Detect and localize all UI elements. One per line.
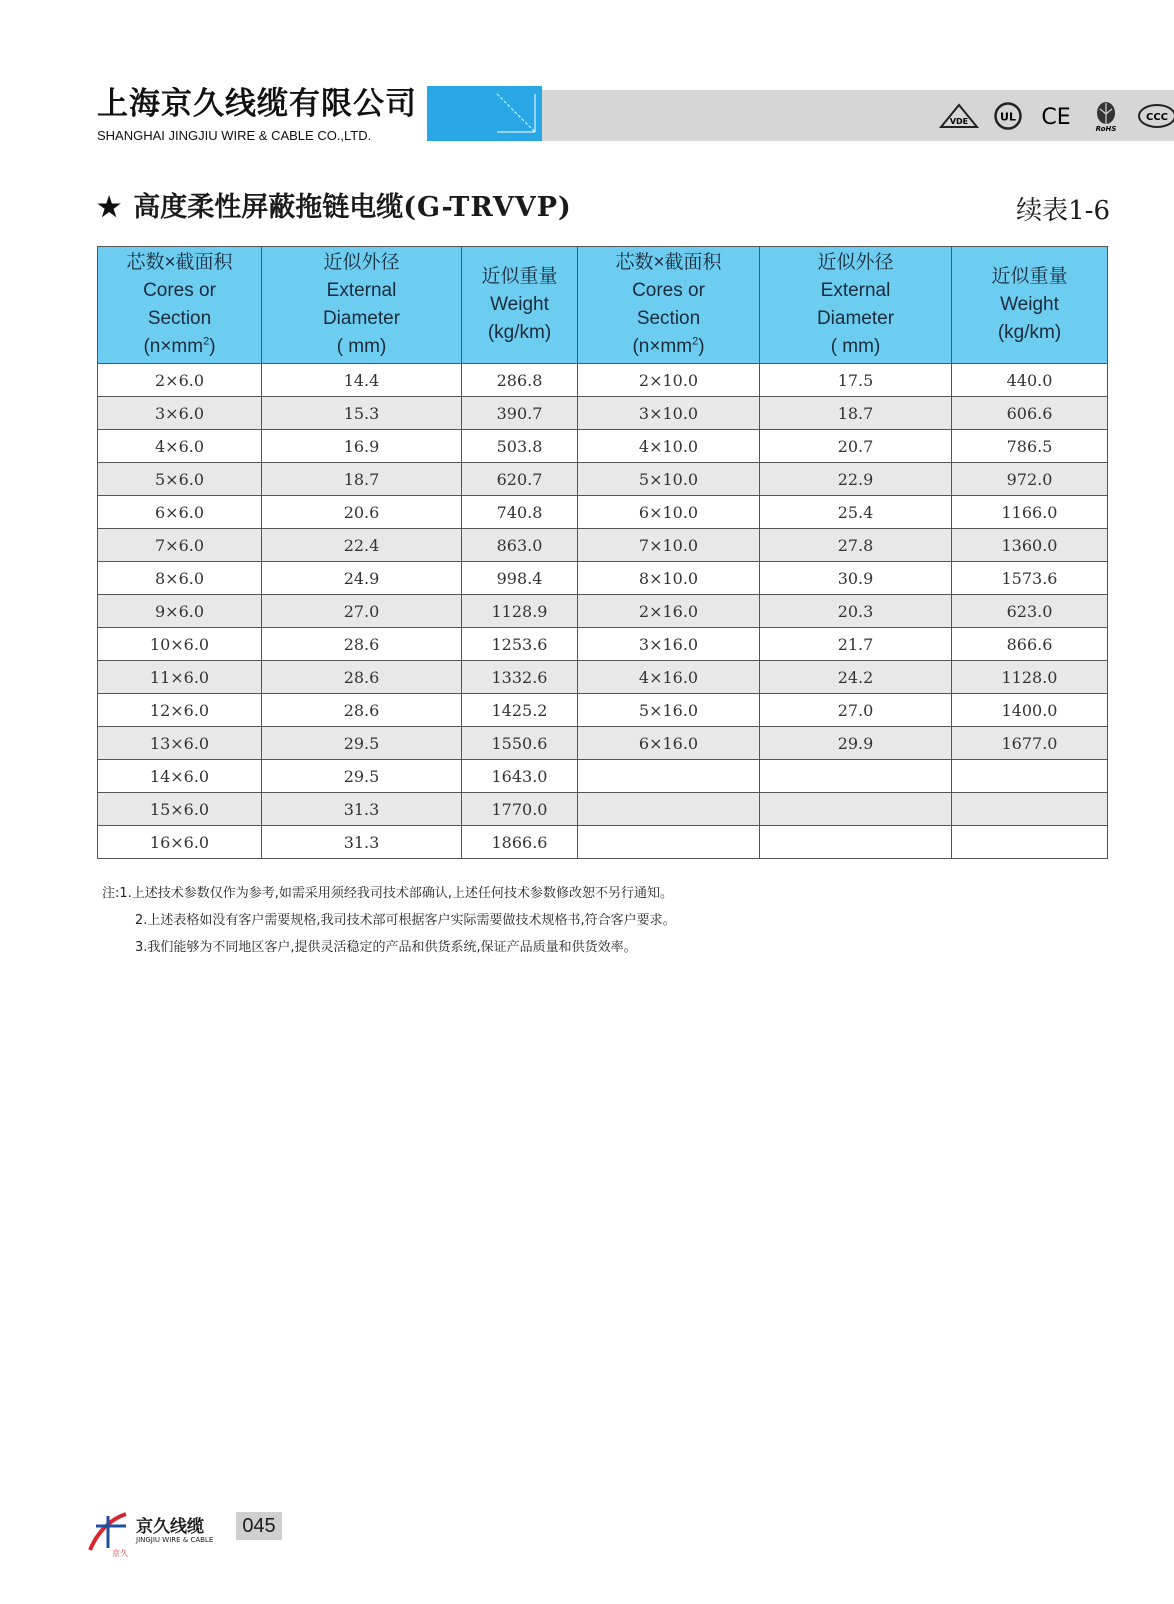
svg-text:京久: 京久 (112, 1549, 128, 1558)
cell-weight: 998.4 (462, 562, 578, 595)
cell-cores-section: 15×6.0 (98, 793, 262, 826)
cell-diameter: 31.3 (262, 826, 462, 859)
table-row (98, 496, 1108, 529)
table-row (98, 628, 1108, 661)
svg-text:UL: UL (1000, 110, 1016, 124)
cell-weight: 503.8 (462, 430, 578, 463)
cell-cores-section: 4×16.0 (578, 661, 760, 694)
company-name-en: SHANGHAI JINGJIU WIRE & CABLE CO.,LTD. (97, 128, 372, 143)
cell-weight: 1643.0 (462, 760, 578, 793)
header-external-diameter: 近似外径 External Diameter ( mm) (760, 247, 952, 364)
cell-cores-section: 3×10.0 (578, 397, 760, 430)
cell-cores-section: 6×6.0 (98, 496, 262, 529)
vde-icon (939, 103, 979, 129)
cell-weight (952, 793, 1108, 826)
header-blue-band (427, 86, 542, 141)
cell-diameter: 27.8 (760, 529, 952, 562)
cell-diameter: 28.6 (262, 694, 462, 727)
certification-logos (939, 100, 1174, 132)
cell-weight: 1128.9 (462, 595, 578, 628)
cell-weight: 740.8 (462, 496, 578, 529)
table-row (98, 727, 1108, 760)
cell-weight: 1550.6 (462, 727, 578, 760)
table-row (98, 661, 1108, 694)
svg-text:CCC: CCC (1145, 112, 1169, 123)
table-row (98, 595, 1108, 628)
cell-cores-section: 6×10.0 (578, 496, 760, 529)
cell-cores-section (578, 826, 760, 859)
cell-diameter: 22.9 (760, 463, 952, 496)
jingjiu-logo-icon (80, 1504, 136, 1560)
cell-cores-section: 5×6.0 (98, 463, 262, 496)
cell-diameter: 15.3 (262, 397, 462, 430)
cell-cores-section: 8×6.0 (98, 562, 262, 595)
cell-cores-section: 2×10.0 (578, 364, 760, 397)
cell-cores-section (578, 760, 760, 793)
cell-cores-section: 5×16.0 (578, 694, 760, 727)
cell-diameter: 21.7 (760, 628, 952, 661)
svg-text:RoHS: RoHS (1095, 125, 1117, 132)
page-header (97, 86, 1169, 146)
table-continuation-label: 续表1-6 (1016, 196, 1110, 226)
company-name-cn: 上海京久线缆有限公司 (97, 86, 417, 122)
cell-weight: 1166.0 (952, 496, 1108, 529)
cell-weight: 1770.0 (462, 793, 578, 826)
cell-weight: 1866.6 (462, 826, 578, 859)
note-2: 2.上述表格如没有客户需要规格,我司技术部可根据客户实际需要做技术规格书,符合客户要求。 (135, 913, 676, 928)
cell-cores-section: 7×6.0 (98, 529, 262, 562)
cell-cores-section: 16×6.0 (98, 826, 262, 859)
cell-diameter (760, 760, 952, 793)
cell-weight: 1677.0 (952, 727, 1108, 760)
title-text: 高度柔性屏蔽拖链电缆 (133, 192, 404, 223)
cell-cores-section: 8×10.0 (578, 562, 760, 595)
table-row (98, 529, 1108, 562)
table-row (98, 430, 1108, 463)
notes (102, 880, 676, 961)
cell-cores-section: 10×6.0 (98, 628, 262, 661)
cell-diameter: 18.7 (760, 397, 952, 430)
cell-diameter: 28.6 (262, 661, 462, 694)
cell-diameter: 14.4 (262, 364, 462, 397)
star-icon: ★ (97, 192, 122, 223)
cell-cores-section: 4×6.0 (98, 430, 262, 463)
cell-diameter: 24.2 (760, 661, 952, 694)
cell-weight: 620.7 (462, 463, 578, 496)
header-external-diameter: 近似外径 External Diameter ( mm) (262, 247, 462, 364)
cell-weight: 390.7 (462, 397, 578, 430)
header-weight: 近似重量 Weight (kg/km) (462, 247, 578, 364)
cell-weight (952, 826, 1108, 859)
cell-weight: 286.8 (462, 364, 578, 397)
table-row (98, 397, 1108, 430)
cell-diameter: 29.9 (760, 727, 952, 760)
cell-weight: 1128.0 (952, 661, 1108, 694)
cell-weight: 1425.2 (462, 694, 578, 727)
cell-cores-section: 3×16.0 (578, 628, 760, 661)
rohs-icon (1089, 100, 1123, 132)
svg-text:VDE: VDE (949, 117, 969, 126)
cell-cores-section: 5×10.0 (578, 463, 760, 496)
cell-diameter: 31.3 (262, 793, 462, 826)
cell-weight: 1573.6 (952, 562, 1108, 595)
cell-diameter: 22.4 (262, 529, 462, 562)
table-row (98, 793, 1108, 826)
cell-weight: 440.0 (952, 364, 1108, 397)
header-cores-section: 芯数×截面积 Cores or Section $(n\times mm^2)$ (98, 247, 262, 364)
cell-cores-section: 2×6.0 (98, 364, 262, 397)
page-number: 045 (236, 1512, 282, 1540)
cell-cores-section: 13×6.0 (98, 727, 262, 760)
page-title (97, 185, 572, 224)
header-grey-band (542, 90, 1174, 141)
cell-diameter: 28.6 (262, 628, 462, 661)
cell-weight: 863.0 (462, 529, 578, 562)
ce-icon (1037, 101, 1075, 131)
cell-diameter: 18.7 (262, 463, 462, 496)
table-row (98, 760, 1108, 793)
ccc-icon (1137, 103, 1174, 129)
table-body (98, 364, 1108, 859)
cell-weight (952, 760, 1108, 793)
cell-diameter: 16.9 (262, 430, 462, 463)
header-weight: 近似重量 Weight (kg/km) (952, 247, 1108, 364)
cell-cores-section: 12×6.0 (98, 694, 262, 727)
spec-table (97, 246, 1108, 859)
cell-cores-section: 11×6.0 (98, 661, 262, 694)
cell-weight: 1332.6 (462, 661, 578, 694)
table-row (98, 463, 1108, 496)
cell-cores-section: 4×10.0 (578, 430, 760, 463)
cell-cores-section: 9×6.0 (98, 595, 262, 628)
cell-weight: 866.6 (952, 628, 1108, 661)
table-header-row (98, 247, 1108, 364)
cell-diameter: 29.5 (262, 727, 462, 760)
cell-weight: 623.0 (952, 595, 1108, 628)
footer-brand-cn: 京久线缆 (136, 1517, 204, 1537)
cell-cores-section: 2×16.0 (578, 595, 760, 628)
footer-brand-en: JINGJIU WIRE & CABLE (136, 1536, 214, 1544)
cell-cores-section: 7×10.0 (578, 529, 760, 562)
cell-diameter (760, 826, 952, 859)
cell-weight: 1400.0 (952, 694, 1108, 727)
note-1: 注:1.上述技术参数仅作为参考,如需采用须经我司技术部确认,上述任何技术参数修改恕不另行通知。 (102, 886, 674, 901)
corner-lines-icon (427, 86, 542, 141)
cell-diameter: 27.0 (262, 595, 462, 628)
cell-weight: 972.0 (952, 463, 1108, 496)
cell-diameter: 29.5 (262, 760, 462, 793)
cell-cores-section: 6×16.0 (578, 727, 760, 760)
title-code: (G-TRVVP) (403, 192, 572, 223)
cell-diameter: 27.0 (760, 694, 952, 727)
cell-diameter: 20.7 (760, 430, 952, 463)
cell-diameter: 20.6 (262, 496, 462, 529)
table-row (98, 694, 1108, 727)
cell-weight: 1360.0 (952, 529, 1108, 562)
cell-diameter: 25.4 (760, 496, 952, 529)
cell-weight: 606.6 (952, 397, 1108, 430)
cell-cores-section: 14×6.0 (98, 760, 262, 793)
ul-icon (993, 101, 1023, 131)
cell-diameter: 17.5 (760, 364, 952, 397)
table-row (98, 364, 1108, 397)
note-3: 3.我们能够为不同地区客户,提供灵活稳定的产品和供货系统,保证产品质量和供货效率。 (135, 940, 637, 955)
cell-weight: 1253.6 (462, 628, 578, 661)
table-row (98, 826, 1108, 859)
cell-diameter (760, 793, 952, 826)
cell-diameter: 20.3 (760, 595, 952, 628)
cell-cores-section: 3×6.0 (98, 397, 262, 430)
table-row (98, 562, 1108, 595)
cell-cores-section (578, 793, 760, 826)
cell-weight: 786.5 (952, 430, 1108, 463)
page-footer (80, 1504, 280, 1564)
cell-diameter: 30.9 (760, 562, 952, 595)
cell-diameter: 24.9 (262, 562, 462, 595)
svg-text:CE: CE (1041, 105, 1071, 130)
header-cores-section: 芯数×截面积 Cores or Section $(n\times mm^2)$ (578, 247, 760, 364)
